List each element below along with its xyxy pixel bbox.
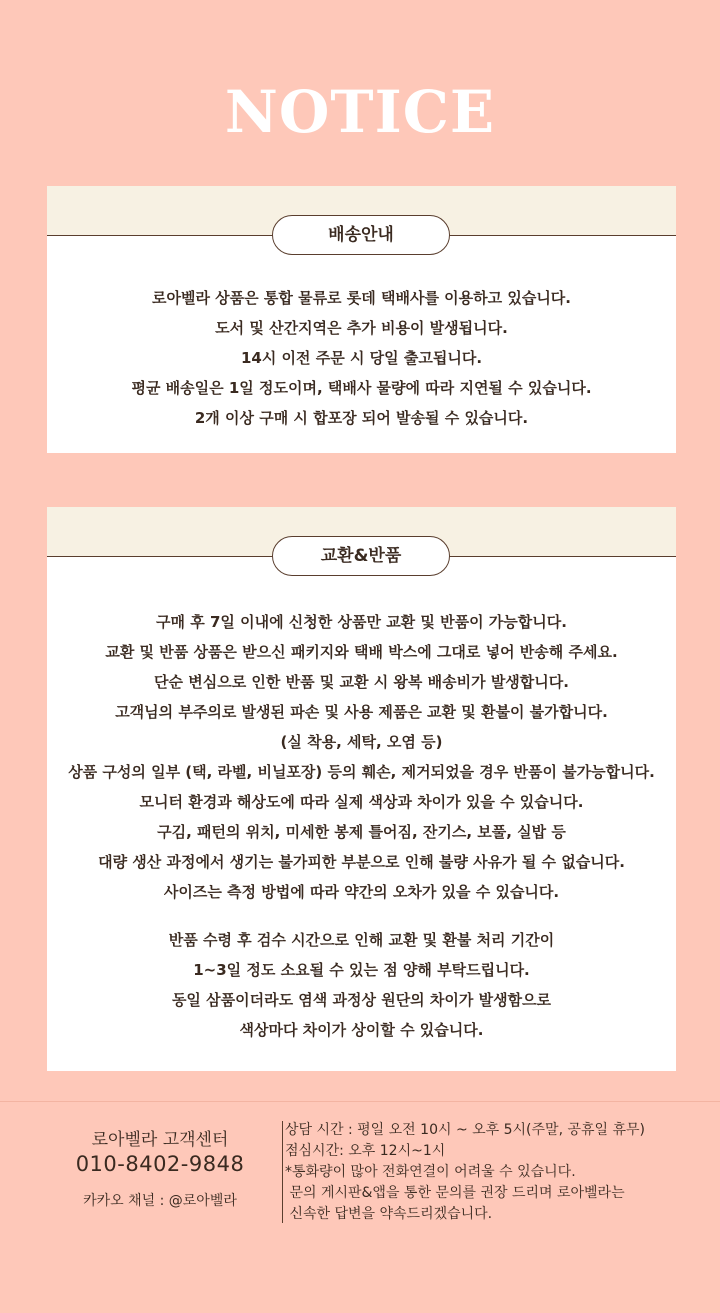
info-line: 상담 시간 : 평일 오전 10시 ~ 오후 5시(주말, 공휴일 휴무) [285, 1122, 645, 1138]
exchange-line: 사이즈는 측정 방법에 따라 약간의 오차가 있을 수 있습니다. [163, 883, 560, 901]
exchange-lines [47, 557, 676, 907]
exchange-line: 모니터 환경과 해상도에 따라 실제 색상과 차이가 있을 수 있습니다. [139, 793, 584, 811]
info-line: *통화량이 많아 전화연결이 어려울 수 있습니다. [285, 1164, 576, 1180]
customer-center-phone[interactable]: 010-8402-9848 [75, 1152, 245, 1176]
shipping-lines [47, 236, 676, 433]
shipping-card [47, 186, 676, 453]
exchange-line: 상품 구성의 일부 (택, 라벨, 비닐포장) 등의 훼손, 제거되었을 경우 반품이 불가능합니다. [68, 763, 655, 781]
kakao-channel[interactable]: 카카오 채널 : @로아벨라 [83, 1193, 237, 1209]
shipping-line: 평균 배송일은 1일 정도이며, 택배사 물량에 따라 지연될 수 있습니다. [131, 379, 592, 397]
exchange-line: 단순 변심으로 인한 반품 및 교환 시 왕복 배송비가 발생합니다. [154, 673, 569, 691]
shipping-heading: 배송안내 [272, 215, 450, 255]
footer-vertical-divider [282, 1121, 283, 1223]
page-title: NOTICE [224, 78, 496, 146]
exchange-line: 구김, 패턴의 위치, 미세한 봉제 틀어짐, 잔기스, 보풀, 실밥 등 [157, 823, 566, 841]
shipping-line: 2개 이상 구매 시 합포장 되어 발송될 수 있습니다. [194, 409, 529, 427]
exchange-line: (실 착용, 세탁, 오염 등) [280, 733, 443, 751]
consultation-info [285, 1120, 645, 1225]
exchange-note-line: 색상마다 차이가 상이할 수 있습니다. [239, 1021, 484, 1039]
exchange-line: 교환 및 반품 상품은 받으신 패키지와 택배 박스에 그대로 넣어 반송해 주세요. [105, 643, 618, 661]
shipping-line: 로아벨라 상품은 통합 물류로 롯데 택배사를 이용하고 있습니다. [152, 289, 571, 307]
info-line: 신속한 답변을 약속드리겠습니다. [285, 1206, 493, 1222]
exchange-note-line: 1~3일 정도 소요될 수 있는 점 양해 부탁드립니다. [193, 961, 530, 979]
shipping-card-header [47, 186, 676, 245]
exchange-heading: 교환&반품 [272, 536, 450, 576]
customer-center-name: 로아벨라 고객센터 [91, 1130, 229, 1150]
exchange-line: 구매 후 7일 이내에 신청한 상품만 교환 및 반품이 가능합니다. [156, 613, 567, 631]
exchange-notes [47, 907, 676, 1045]
exchange-note-line: 동일 삼품이더라도 염색 과정상 원단의 차이가 발생함으로 [171, 991, 552, 1009]
info-line: 점심시간: 오후 12시~1시 [285, 1143, 446, 1159]
info-line: 문의 게시판&앱을 통한 문의를 권장 드리며 로아벨라는 [285, 1185, 625, 1201]
exchange-card-header [47, 507, 676, 566]
exchange-line: 고객님의 부주의로 발생된 파손 및 사용 제품은 교환 및 환불이 불가합니다. [115, 703, 608, 721]
shipping-line: 도서 및 산간지역은 추가 비용이 발생됩니다. [215, 319, 508, 337]
shipping-line: 14시 이전 주문 시 당일 출고됩니다. [240, 349, 483, 367]
footer-divider [0, 1101, 720, 1102]
exchange-line: 대량 생산 과정에서 생기는 불가피한 부분으로 인해 불량 사유가 될 수 없습니다. [98, 853, 625, 871]
exchange-card [47, 507, 676, 1071]
exchange-note-line: 반품 수령 후 검수 시간으로 인해 교환 및 환불 처리 기간이 [168, 931, 555, 949]
